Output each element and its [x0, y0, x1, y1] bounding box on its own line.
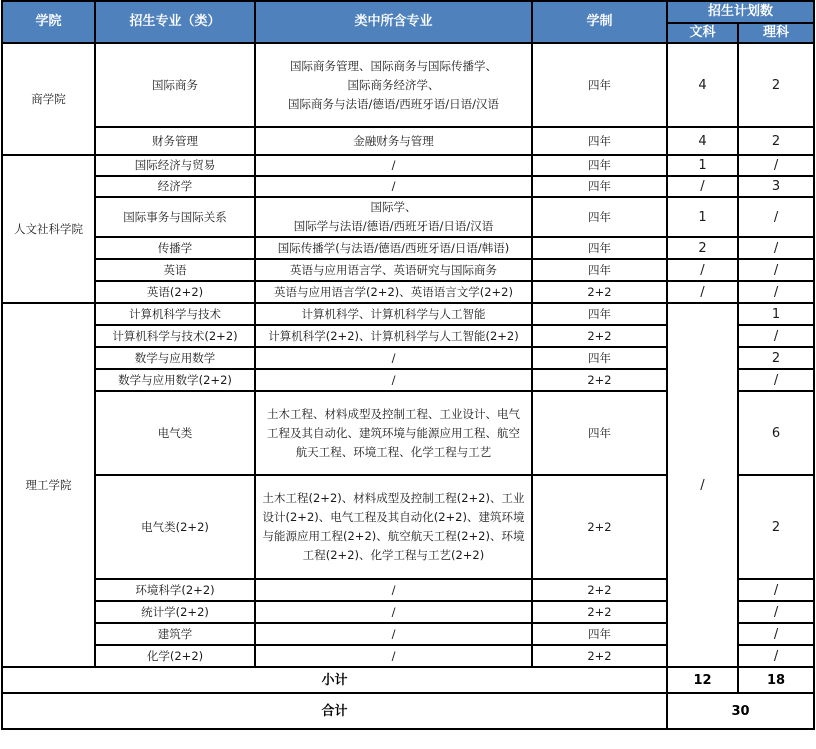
table-row — [2, 197, 814, 237]
majors-cell — [255, 347, 532, 369]
college-humanities: 人文社科学院 — [2, 155, 95, 303]
table-row — [2, 176, 814, 197]
admission-plan-table — [1, 0, 815, 730]
subtotal-label: 小计 — [2, 667, 667, 693]
majors-line: 金融财务与管理 — [353, 133, 434, 148]
majors-line: / — [391, 582, 396, 597]
program-cell: 国际商务 — [95, 43, 255, 127]
duration-cell: 四年 — [532, 623, 667, 645]
header-college: 学院 — [2, 1, 95, 43]
science-cell: / — [738, 369, 814, 391]
program-cell: 经济学 — [95, 176, 255, 197]
science-cell: / — [738, 281, 814, 303]
program-cell: 国际事务与国际关系 — [95, 197, 255, 237]
duration-cell: 四年 — [532, 347, 667, 369]
majors-cell — [255, 127, 532, 155]
majors-line: / — [391, 179, 396, 193]
majors-cell — [255, 601, 532, 623]
science-cell: 2 — [738, 347, 814, 369]
arts-cell: 1 — [667, 155, 738, 176]
majors-line: 与能源应用工程(2+2)、航空航天工程(2+2)、环境 — [262, 529, 525, 543]
duration-cell: 2+2 — [532, 475, 667, 579]
arts-cell: 1 — [667, 197, 738, 237]
majors-line: 国际学与法语/德语/西班牙语/日语/汉语 — [293, 219, 494, 233]
duration-cell: 四年 — [532, 259, 667, 281]
program-cell: 电气类 — [95, 391, 255, 475]
science-cell: 6 — [738, 391, 814, 475]
majors-line: 国际传播学(与法语/德语/西班牙语/日语/韩语) — [277, 240, 510, 255]
majors-line: / — [391, 158, 396, 172]
program-cell: 财务管理 — [95, 127, 255, 155]
science-cell: / — [738, 197, 814, 237]
majors-line: 土木工程(2+2)、材料成型及控制工程(2+2)、工业 — [262, 491, 525, 505]
majors-cell — [255, 237, 532, 259]
majors-line: / — [391, 626, 396, 641]
majors-cell — [255, 43, 532, 127]
science-cell: / — [738, 645, 814, 667]
duration-cell: 2+2 — [532, 325, 667, 347]
program-cell: 计算机科学与技术 — [95, 303, 255, 325]
program-cell: 环境科学(2+2) — [95, 579, 255, 601]
science-cell: 2 — [738, 127, 814, 155]
table-row — [2, 127, 814, 155]
science-cell: 3 — [738, 176, 814, 197]
duration-cell: 四年 — [532, 127, 667, 155]
majors-cell — [255, 303, 532, 325]
majors-line: 设计(2+2)、电气工程及其自动化(2+2)、建筑环境 — [262, 510, 525, 524]
science-cell: / — [738, 623, 814, 645]
header-plan: 招生计划数 — [667, 1, 814, 23]
duration-cell: 2+2 — [532, 645, 667, 667]
table-row — [2, 259, 814, 281]
majors-line: 英语与应用语言学(2+2)、英语语言文学(2+2) — [274, 284, 513, 299]
header-majors: 类中所含专业 — [255, 1, 532, 43]
program-cell: 电气类(2+2) — [95, 475, 255, 579]
total-value: 30 — [667, 693, 814, 729]
header-program: 招生专业（类） — [95, 1, 255, 43]
program-cell: 计算机科学与技术(2+2) — [95, 325, 255, 347]
majors-line: 航天工程、环境工程、化学工程与工艺 — [295, 444, 492, 459]
majors-cell — [255, 623, 532, 645]
program-cell: 英语(2+2) — [95, 281, 255, 303]
header-arts: 文科 — [667, 23, 738, 43]
table-row — [2, 155, 814, 176]
duration-cell: 四年 — [532, 391, 667, 475]
duration-cell: 四年 — [532, 176, 667, 197]
majors-line: / — [391, 350, 396, 365]
duration-cell: 四年 — [532, 303, 667, 325]
majors-line: / — [391, 604, 396, 619]
engineering-arts-cell: / — [667, 303, 738, 667]
majors-line: 工程(2+2)、化学工程与工艺(2+2) — [302, 548, 485, 562]
science-cell: / — [738, 155, 814, 176]
duration-cell: 四年 — [532, 237, 667, 259]
arts-cell: 4 — [667, 127, 738, 155]
duration-cell: 2+2 — [532, 601, 667, 623]
majors-line: 国际商务管理、国际商务与国际传播学、 — [290, 58, 497, 73]
subtotal-row — [2, 667, 814, 693]
table-body — [2, 43, 814, 667]
majors-line: 土木工程、材料成型及控制工程、工业设计、电气 — [267, 406, 520, 421]
total-label: 合计 — [2, 693, 667, 729]
duration-cell: 四年 — [532, 43, 667, 127]
majors-line: 国际商务经济学、 — [347, 77, 440, 92]
majors-cell — [255, 197, 532, 237]
majors-line: 工程及其自动化、建筑环境与能源应用工程、航空 — [267, 425, 520, 440]
duration-cell: 四年 — [532, 197, 667, 237]
majors-line: 国际学、 — [370, 200, 417, 214]
table-row — [2, 43, 814, 127]
program-cell: 数学与应用数学(2+2) — [95, 369, 255, 391]
program-cell: 数学与应用数学 — [95, 347, 255, 369]
subtotal-arts: 12 — [667, 667, 738, 693]
college-engineering: 理工学院 — [2, 303, 95, 667]
majors-cell — [255, 391, 532, 475]
arts-cell: / — [667, 176, 738, 197]
majors-cell — [255, 369, 532, 391]
majors-line: 计算机科学、计算机科学与人工智能 — [301, 306, 486, 321]
program-cell: 建筑学 — [95, 623, 255, 645]
arts-cell: / — [667, 259, 738, 281]
majors-cell — [255, 579, 532, 601]
majors-line: 国际商务与法语/德语/西班牙语/日语/汉语 — [288, 96, 499, 111]
table-row — [2, 237, 814, 259]
majors-cell — [255, 645, 532, 667]
science-cell: / — [738, 325, 814, 347]
table-row — [2, 281, 814, 303]
majors-line: / — [391, 372, 396, 387]
majors-cell — [255, 155, 532, 176]
majors-cell — [255, 475, 532, 579]
science-cell: / — [738, 237, 814, 259]
table-row — [2, 303, 814, 325]
program-cell: 国际经济与贸易 — [95, 155, 255, 176]
arts-cell: 4 — [667, 43, 738, 127]
science-cell: 2 — [738, 43, 814, 127]
duration-cell: 2+2 — [532, 369, 667, 391]
duration-cell: 四年 — [532, 155, 667, 176]
total-row — [2, 693, 814, 729]
science-cell: 2 — [738, 475, 814, 579]
science-cell: / — [738, 259, 814, 281]
arts-cell: / — [667, 281, 738, 303]
program-cell: 英语 — [95, 259, 255, 281]
college-business: 商学院 — [2, 43, 95, 155]
program-cell: 化学(2+2) — [95, 645, 255, 667]
majors-cell — [255, 176, 532, 197]
majors-line: 计算机科学(2+2)、计算机科学与人工智能(2+2) — [268, 328, 519, 343]
arts-cell: 2 — [667, 237, 738, 259]
science-cell: 1 — [738, 303, 814, 325]
science-cell: / — [738, 579, 814, 601]
majors-cell — [255, 281, 532, 303]
majors-cell — [255, 259, 532, 281]
majors-line: / — [391, 648, 396, 663]
duration-cell: 2+2 — [532, 281, 667, 303]
program-cell: 统计学(2+2) — [95, 601, 255, 623]
majors-cell — [255, 325, 532, 347]
header-duration: 学制 — [532, 1, 667, 43]
header-science: 理科 — [738, 23, 814, 43]
program-cell: 传播学 — [95, 237, 255, 259]
subtotal-science: 18 — [738, 667, 814, 693]
majors-line: 英语与应用语言学、英语研究与国际商务 — [290, 262, 497, 277]
science-cell: / — [738, 601, 814, 623]
duration-cell: 2+2 — [532, 579, 667, 601]
